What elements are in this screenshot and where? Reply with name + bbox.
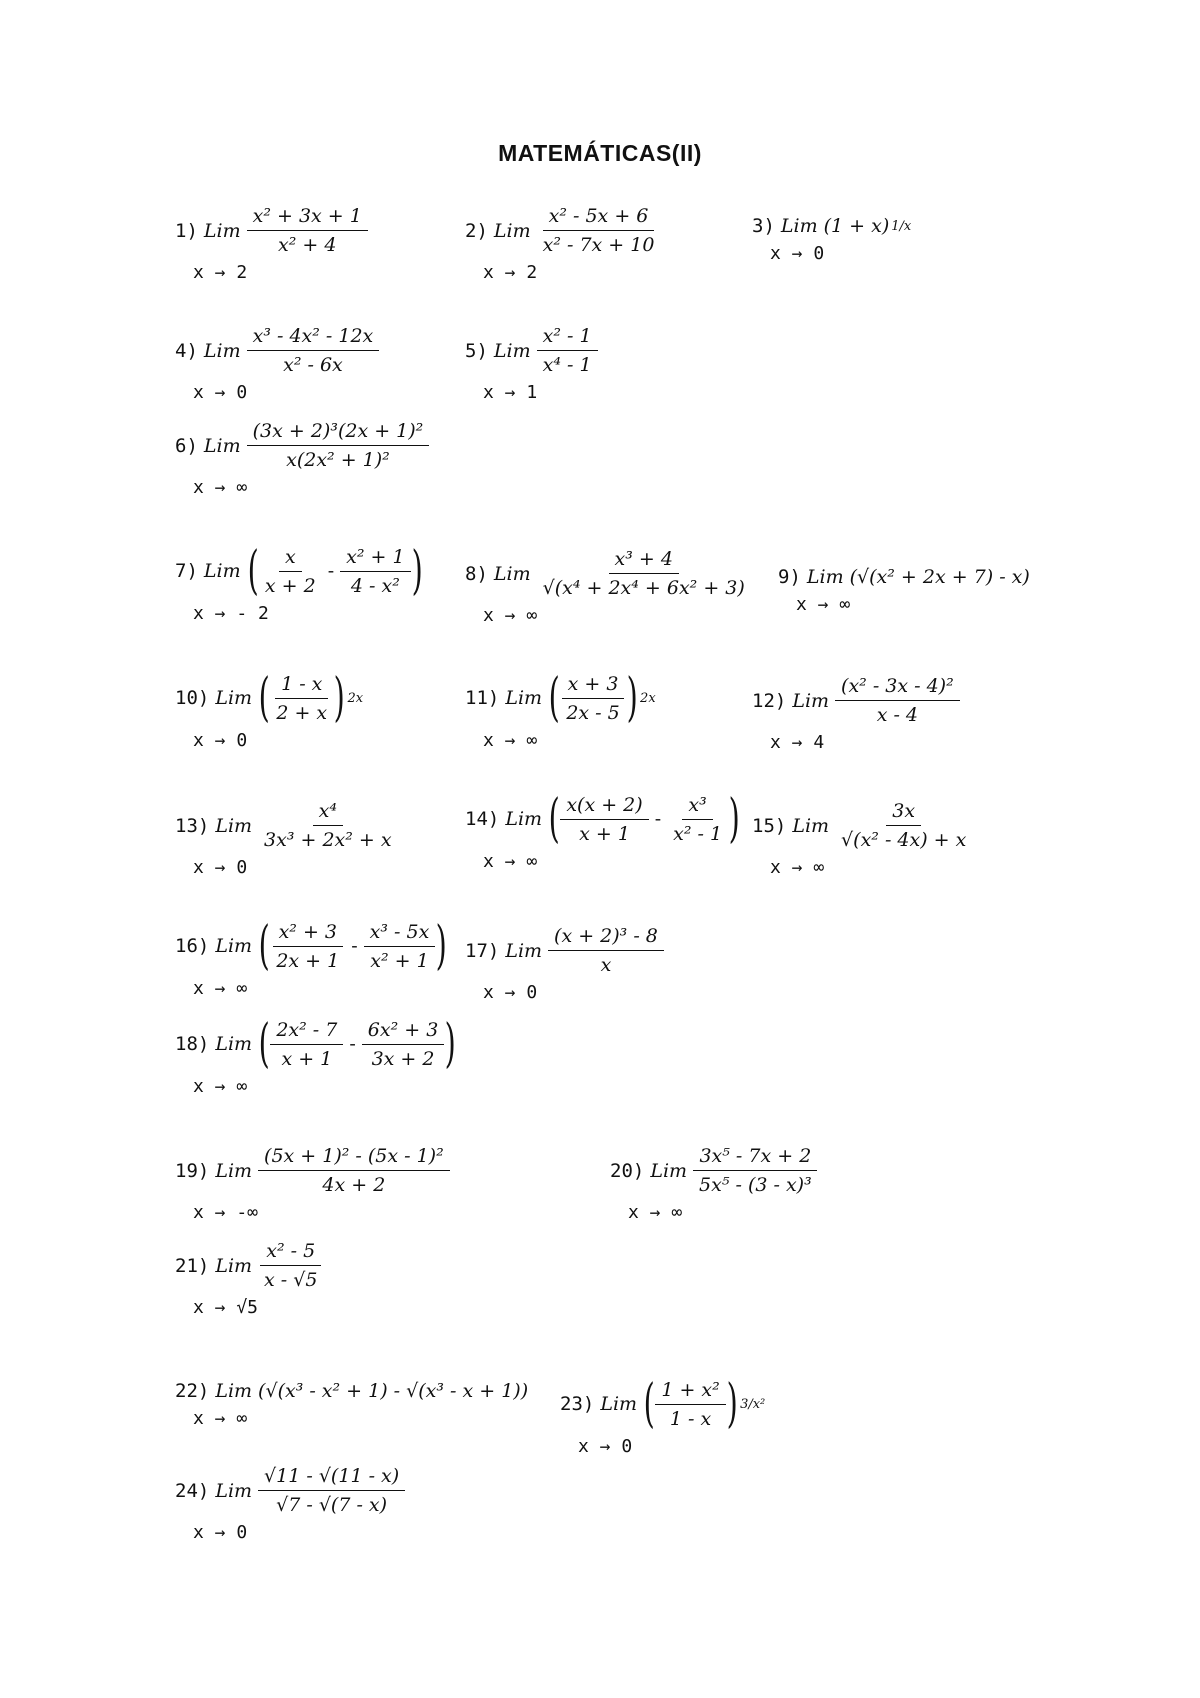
denominator: 4x + 2	[322, 1174, 386, 1196]
numerator: x(x + 2)	[560, 794, 648, 820]
denominator: 2x + 1	[276, 949, 340, 972]
fraction	[693, 1145, 818, 1196]
fraction	[667, 794, 728, 845]
lim-label: Lim	[215, 1380, 253, 1402]
exercise-5	[465, 325, 598, 403]
numerator: x² - 1	[537, 325, 598, 351]
lim-label: Lim	[505, 808, 543, 830]
limit-condition: x → 0	[770, 243, 825, 264]
limit-condition: x → ∞	[193, 978, 248, 999]
numerator: 1 + x²	[655, 1379, 725, 1405]
exercise-15	[752, 800, 972, 878]
numerator: 6x² + 3	[362, 1019, 445, 1045]
denominator: 1 - x	[669, 1407, 712, 1430]
lim-label: Lim	[792, 814, 830, 837]
lim-label: Lim	[505, 687, 543, 709]
limit-condition: x → 0	[483, 982, 538, 1003]
fraction	[258, 800, 398, 851]
exercise-number: 13)	[175, 814, 210, 837]
fraction	[247, 205, 368, 256]
right-paren: )	[444, 1014, 457, 1074]
exercise-9	[778, 566, 1030, 615]
fraction	[270, 921, 345, 972]
exercise-10	[175, 668, 364, 751]
denominator: √(x² - 4x) + x	[841, 829, 967, 851]
left-paren: (	[258, 668, 270, 728]
fraction	[537, 548, 751, 599]
numerator: 3x⁵ - 7x + 2	[693, 1145, 817, 1171]
right-paren: )	[411, 541, 423, 601]
lim-label: Lim	[215, 687, 253, 709]
exercise-number: 17)	[465, 939, 500, 962]
exercise-number: 16)	[175, 935, 210, 957]
numerator: x⁴	[313, 800, 343, 826]
limit-condition: x → ∞	[770, 857, 825, 878]
exercise-number: 12)	[752, 689, 787, 712]
denominator: 4 - x²	[350, 574, 400, 597]
lim-label: Lim	[792, 689, 830, 712]
exercise-11	[465, 668, 656, 751]
lim-label: Lim	[493, 219, 531, 242]
exercise-number: 8)	[465, 562, 488, 585]
numerator: x² - 5x + 6	[543, 205, 655, 231]
exercise-number: 20)	[610, 1159, 645, 1182]
denominator: 5x⁵ - (3 - x)³	[699, 1174, 812, 1196]
expression: (√(x² + 2x + 7) - x)	[849, 566, 1030, 588]
fraction	[364, 921, 436, 972]
denominator: 2 + x	[276, 701, 328, 724]
numerator: x² + 1	[340, 546, 410, 572]
numerator: 3x	[886, 800, 921, 826]
denominator: x - 4	[876, 704, 919, 726]
right-paren: )	[728, 789, 740, 849]
exercise-12	[752, 675, 960, 753]
left-paren: (	[548, 668, 560, 728]
lim-label: Lim	[215, 1159, 253, 1182]
exercise-number: 6)	[175, 434, 198, 457]
operator: -	[349, 1033, 356, 1055]
fraction	[247, 420, 430, 471]
exercise-number: 15)	[752, 814, 787, 837]
numerator: x² + 3	[273, 921, 343, 947]
numerator: x³ + 4	[609, 548, 679, 574]
limit-condition: x → ∞	[483, 730, 538, 751]
fraction	[560, 794, 648, 845]
left-paren: (	[643, 1374, 655, 1434]
limit-condition: x → ∞	[483, 851, 538, 872]
exercise-number: 1)	[175, 219, 198, 242]
left-paren: (	[247, 541, 259, 601]
limit-condition: x → √5	[193, 1297, 259, 1318]
limit-condition: x → 0	[193, 382, 248, 403]
expression: (√(x³ - x² + 1) - √(x³ - x + 1))	[258, 1380, 529, 1402]
fraction	[537, 325, 598, 376]
right-paren: )	[435, 916, 448, 976]
exercise-number: 10)	[175, 687, 210, 709]
fraction	[835, 675, 960, 726]
fraction	[247, 325, 380, 376]
operator: -	[654, 808, 662, 830]
fraction	[362, 1019, 445, 1070]
exercise-3	[752, 215, 911, 264]
exercise-16	[175, 916, 448, 999]
exercise-19	[175, 1145, 450, 1223]
denominator: x + 1	[579, 822, 630, 845]
right-paren: )	[726, 1374, 738, 1434]
lim-label: Lim	[493, 339, 531, 362]
denominator: x² + 1	[370, 949, 429, 972]
exercise-number: 11)	[465, 687, 500, 709]
fraction	[340, 546, 410, 597]
denominator: x⁴ - 1	[542, 354, 592, 376]
fraction	[258, 1145, 450, 1196]
numerator: x² + 3x + 1	[247, 205, 368, 231]
numerator: x³ - 4x² - 12x	[247, 325, 380, 351]
fraction	[835, 800, 972, 851]
lim-label: Lim	[215, 814, 253, 837]
exercise-23	[560, 1374, 766, 1457]
numerator: x³	[682, 794, 712, 820]
operator: -	[351, 935, 358, 957]
exercise-18	[175, 1014, 457, 1097]
limit-condition: x → 2	[483, 262, 538, 283]
exponent: 2x	[640, 690, 656, 706]
lim-label: Lim	[493, 562, 531, 585]
numerator: (3x + 2)³(2x + 1)²	[247, 420, 430, 446]
lim-label: Lim	[505, 939, 543, 962]
numerator: (5x + 1)² - (5x - 1)²	[258, 1145, 450, 1171]
lim-label: Lim	[203, 339, 241, 362]
denominator: x² + 4	[278, 234, 337, 256]
right-paren: )	[333, 668, 345, 728]
lim-label: Lim	[215, 1254, 253, 1277]
exercise-number: 5)	[465, 339, 488, 362]
exercise-number: 19)	[175, 1159, 210, 1182]
left-paren: (	[258, 916, 270, 976]
limit-condition: x → 0	[578, 1436, 633, 1457]
limit-condition: x → ∞	[796, 594, 851, 615]
lim-label: Lim	[203, 434, 241, 457]
fraction	[259, 546, 322, 597]
limit-condition: x → ∞	[193, 1408, 248, 1429]
exercise-number: 22)	[175, 1380, 210, 1402]
fraction	[548, 925, 664, 976]
fraction	[258, 1240, 323, 1291]
limit-condition: x → 2	[193, 262, 248, 283]
exercise-number: 2)	[465, 219, 488, 242]
limit-condition: x → 1	[483, 382, 538, 403]
exercise-number: 4)	[175, 339, 198, 362]
exercise-14	[465, 789, 740, 872]
exercise-number: 18)	[175, 1033, 210, 1055]
denominator: √7 - √(7 - x)	[276, 1494, 388, 1516]
limit-condition: x → ∞	[193, 477, 248, 498]
page-title: MATEMÁTICAS(II)	[498, 140, 702, 166]
exponent: 3/x²	[740, 1396, 766, 1412]
fraction	[270, 1019, 343, 1070]
exercise-20	[610, 1145, 818, 1223]
fraction	[258, 1465, 405, 1516]
numerator: x² - 5	[260, 1240, 321, 1266]
lim-label: Lim	[215, 935, 253, 957]
denominator: √(x⁴ + 2x⁴ + 6x² + 3)	[542, 577, 745, 599]
limit-condition: x → ∞	[483, 605, 538, 626]
fraction	[655, 1379, 725, 1430]
denominator: x - √5	[264, 1269, 318, 1291]
exercise-7	[175, 541, 423, 624]
lim-label: Lim	[600, 1393, 638, 1415]
numerator: x	[279, 546, 302, 572]
numerator: x + 3	[562, 673, 625, 699]
numerator: √11 - √(11 - x)	[258, 1465, 405, 1491]
fraction	[560, 673, 625, 724]
denominator: x² - 6x	[283, 354, 343, 376]
denominator: x(2x² + 1)²	[286, 449, 390, 471]
right-paren: )	[626, 668, 638, 728]
limit-condition: x → - 2	[193, 603, 269, 624]
operator: -	[327, 560, 335, 582]
denominator: x² - 7x + 10	[542, 234, 655, 256]
exercise-number: 7)	[175, 560, 198, 582]
denominator: 3x + 2	[371, 1047, 435, 1070]
left-paren: (	[548, 789, 560, 849]
limit-condition: x → -∞	[193, 1202, 259, 1223]
numerator: x³ - 5x	[364, 921, 436, 947]
numerator: (x + 2)³ - 8	[548, 925, 664, 951]
exercise-number: 9)	[778, 566, 801, 588]
lim-label: Lim	[203, 560, 241, 582]
denominator: x + 1	[281, 1047, 333, 1070]
exercise-24	[175, 1465, 405, 1543]
exercise-number: 23)	[560, 1393, 595, 1415]
exercise-1	[175, 205, 368, 283]
exercise-17	[465, 925, 664, 1003]
exercise-number: 21)	[175, 1254, 210, 1277]
exponent: 2x	[347, 690, 364, 706]
denominator: x + 2	[264, 574, 316, 597]
exercise-8	[465, 548, 751, 626]
exercise-22	[175, 1380, 528, 1429]
lim-label: Lim	[203, 219, 241, 242]
denominator: x² - 1	[673, 822, 723, 845]
exercise-13	[175, 800, 398, 878]
lim-label: Lim	[780, 215, 818, 237]
denominator: x	[600, 954, 612, 976]
lim-label: Lim	[806, 566, 844, 588]
exercise-number: 24)	[175, 1479, 210, 1502]
fraction	[270, 673, 333, 724]
exponent: 1/x	[891, 218, 912, 234]
limit-condition: x → 0	[193, 857, 248, 878]
fraction	[537, 205, 661, 256]
lim-label: Lim	[215, 1479, 253, 1502]
lim-label: Lim	[215, 1033, 253, 1055]
exercise-4	[175, 325, 379, 403]
denominator: 2x - 5	[566, 701, 620, 724]
limit-condition: x → 0	[193, 1522, 248, 1543]
exercise-6	[175, 420, 429, 498]
numerator: 2x² - 7	[270, 1019, 343, 1045]
exercise-2	[465, 205, 660, 283]
lim-label: Lim	[650, 1159, 688, 1182]
limit-condition: x → 4	[770, 732, 825, 753]
limit-condition: x → ∞	[628, 1202, 683, 1223]
exercise-21	[175, 1240, 323, 1318]
limit-condition: x → ∞	[193, 1076, 248, 1097]
exercise-number: 14)	[465, 808, 500, 830]
numerator: (x² - 3x - 4)²	[835, 675, 960, 701]
denominator: 3x³ + 2x² + x	[264, 829, 392, 851]
left-paren: (	[258, 1014, 270, 1074]
expression: (1 + x)	[823, 215, 890, 237]
limit-condition: x → 0	[193, 730, 248, 751]
numerator: 1 - x	[275, 673, 328, 699]
exercise-number: 3)	[752, 215, 775, 237]
